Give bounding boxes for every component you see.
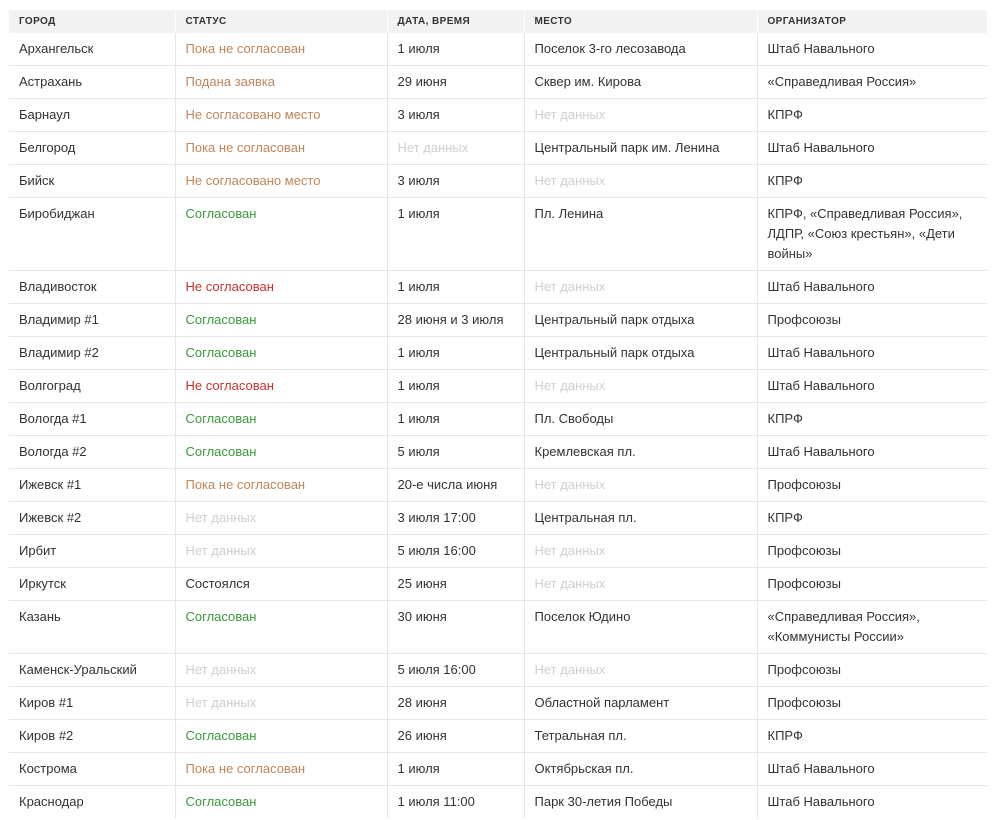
header-city: ГОРОД (9, 10, 175, 33)
table-row (9, 198, 987, 271)
cell-city: Бийск (9, 165, 175, 198)
cell-date: 25 июня (387, 568, 524, 601)
table-row (9, 66, 987, 99)
cell-date: 1 июля 11:00 (387, 786, 524, 819)
cell-place: Центральный парк им. Ленина (524, 132, 757, 165)
cell-place: Пл. Свободы (524, 403, 757, 436)
table-row (9, 469, 987, 502)
cell-date: 20-е числа июня (387, 469, 524, 502)
cell-organizer: Штаб Навального (757, 370, 987, 403)
cell-city: Владивосток (9, 271, 175, 304)
cell-status: Нет данных (175, 687, 387, 720)
cell-status: Пока не согласован (175, 753, 387, 786)
cell-status: Согласован (175, 601, 387, 654)
cell-date: 1 июля (387, 198, 524, 271)
cell-organizer: Штаб Навального (757, 132, 987, 165)
cell-date: 3 июля (387, 99, 524, 132)
table-row (9, 535, 987, 568)
table-header (9, 10, 987, 33)
cell-organizer: «Справедливая Россия», «Коммунисты России» (757, 601, 987, 654)
cell-organizer: КПРФ (757, 720, 987, 753)
cell-status: Согласован (175, 403, 387, 436)
cell-status: Согласован (175, 720, 387, 753)
rallies-table-container (9, 10, 987, 818)
cell-city: Владимир #2 (9, 337, 175, 370)
table-row (9, 304, 987, 337)
cell-organizer: Штаб Навального (757, 271, 987, 304)
header-row (9, 10, 987, 33)
cell-place: Центральный парк отдыха (524, 337, 757, 370)
cell-status: Не согласовано место (175, 99, 387, 132)
cell-place: Нет данных (524, 654, 757, 687)
cell-place: Центральный парк отдыха (524, 304, 757, 337)
cell-status: Пока не согласован (175, 469, 387, 502)
cell-organizer: Штаб Навального (757, 33, 987, 66)
cell-place: Поселок Юдино (524, 601, 757, 654)
cell-place: Нет данных (524, 568, 757, 601)
table-row (9, 786, 987, 819)
cell-date: 5 июля (387, 436, 524, 469)
cell-status: Согласован (175, 337, 387, 370)
cell-organizer: «Справедливая Россия» (757, 66, 987, 99)
table-row (9, 687, 987, 720)
cell-city: Киров #2 (9, 720, 175, 753)
cell-status: Согласован (175, 304, 387, 337)
cell-organizer: Штаб Навального (757, 753, 987, 786)
cell-city: Астрахань (9, 66, 175, 99)
cell-organizer: Профсоюзы (757, 568, 987, 601)
cell-date: 29 июня (387, 66, 524, 99)
cell-date: 1 июля (387, 403, 524, 436)
cell-date: 28 июня и 3 июля (387, 304, 524, 337)
table-row (9, 720, 987, 753)
cell-status: Согласован (175, 436, 387, 469)
table-body (9, 33, 987, 818)
cell-organizer: Штаб Навального (757, 436, 987, 469)
cell-date: 1 июля (387, 337, 524, 370)
table-row (9, 654, 987, 687)
table-row (9, 99, 987, 132)
cell-organizer: Штаб Навального (757, 337, 987, 370)
cell-date: Нет данных (387, 132, 524, 165)
cell-date: 3 июля 17:00 (387, 502, 524, 535)
cell-city: Краснодар (9, 786, 175, 819)
header-organizer: ОРГАНИЗАТОР (757, 10, 987, 33)
cell-city: Казань (9, 601, 175, 654)
cell-organizer: КПРФ (757, 99, 987, 132)
cell-place: Нет данных (524, 535, 757, 568)
cell-date: 1 июля (387, 33, 524, 66)
cell-place: Пл. Ленина (524, 198, 757, 271)
cell-place: Нет данных (524, 370, 757, 403)
cell-organizer: Профсоюзы (757, 304, 987, 337)
cell-city: Владимир #1 (9, 304, 175, 337)
table-row (9, 436, 987, 469)
cell-place: Нет данных (524, 99, 757, 132)
cell-place: Нет данных (524, 469, 757, 502)
cell-date: 30 июня (387, 601, 524, 654)
cell-date: 1 июля (387, 753, 524, 786)
table-row (9, 403, 987, 436)
table-row (9, 33, 987, 66)
cell-date: 5 июля 16:00 (387, 535, 524, 568)
cell-organizer: Профсоюзы (757, 654, 987, 687)
cell-place: Тетральная пл. (524, 720, 757, 753)
cell-status: Пока не согласован (175, 33, 387, 66)
cell-status: Состоялся (175, 568, 387, 601)
cell-city: Ирбит (9, 535, 175, 568)
cell-city: Иркутск (9, 568, 175, 601)
cell-date: 28 июня (387, 687, 524, 720)
cell-city: Архангельск (9, 33, 175, 66)
cell-place: Парк 30-летия Победы (524, 786, 757, 819)
cell-date: 1 июля (387, 370, 524, 403)
cell-place: Областной парламент (524, 687, 757, 720)
cell-status: Согласован (175, 786, 387, 819)
cell-status: Не согласован (175, 271, 387, 304)
cell-place: Кремлевская пл. (524, 436, 757, 469)
cell-city: Ижевск #1 (9, 469, 175, 502)
header-status: СТАТУС (175, 10, 387, 33)
cell-date: 5 июля 16:00 (387, 654, 524, 687)
cell-organizer: КПРФ, «Справедливая Россия», ЛДПР, «Союз крестьян», «Дети войны» (757, 198, 987, 271)
table-row (9, 271, 987, 304)
cell-city: Белгород (9, 132, 175, 165)
table-row (9, 753, 987, 786)
cell-city: Вологда #1 (9, 403, 175, 436)
table-row (9, 132, 987, 165)
cell-place: Нет данных (524, 165, 757, 198)
cell-organizer: Профсоюзы (757, 469, 987, 502)
cell-status: Не согласовано место (175, 165, 387, 198)
cell-place: Сквер им. Кирова (524, 66, 757, 99)
cell-status: Согласован (175, 198, 387, 271)
cell-date: 26 июня (387, 720, 524, 753)
cell-organizer: КПРФ (757, 165, 987, 198)
cell-city: Каменск-Уральский (9, 654, 175, 687)
header-place: МЕСТО (524, 10, 757, 33)
cell-city: Биробиджан (9, 198, 175, 271)
table-row (9, 370, 987, 403)
cell-city: Ижевск #2 (9, 502, 175, 535)
cell-organizer: Профсоюзы (757, 535, 987, 568)
cell-organizer: Штаб Навального (767, 794, 875, 809)
rallies-table (9, 10, 988, 818)
table-row (9, 601, 987, 654)
cell-place: Центральная пл. (524, 502, 757, 535)
cell-city: Вологда #2 (9, 436, 175, 469)
cell-status: Не согласован (175, 370, 387, 403)
cell-status: Нет данных (175, 654, 387, 687)
cell-organizer: КПРФ (757, 502, 987, 535)
table-row (9, 165, 987, 198)
cell-status: Подана заявка (175, 66, 387, 99)
cell-organizer: Профсоюзы (757, 687, 987, 720)
cell-city: Волгоград (9, 370, 175, 403)
cell-date: 3 июля (387, 165, 524, 198)
cell-status: Пока не согласован (175, 132, 387, 165)
cell-place: Поселок 3-го лесозавода (524, 33, 757, 66)
cell-city: Киров #1 (9, 687, 175, 720)
cell-status: Нет данных (175, 502, 387, 535)
table-row (9, 337, 987, 370)
cell-city: Кострома (9, 753, 175, 786)
cell-organizer: КПРФ (757, 403, 987, 436)
header-date: ДАТА, ВРЕМЯ (387, 10, 524, 33)
cell-status: Нет данных (175, 535, 387, 568)
cell-city: Барнаул (9, 99, 175, 132)
cell-place: Октябрьская пл. (524, 753, 757, 786)
cell-date: 1 июля (387, 271, 524, 304)
table-row (9, 502, 987, 535)
cell-place: Нет данных (524, 271, 757, 304)
table-row (9, 568, 987, 601)
